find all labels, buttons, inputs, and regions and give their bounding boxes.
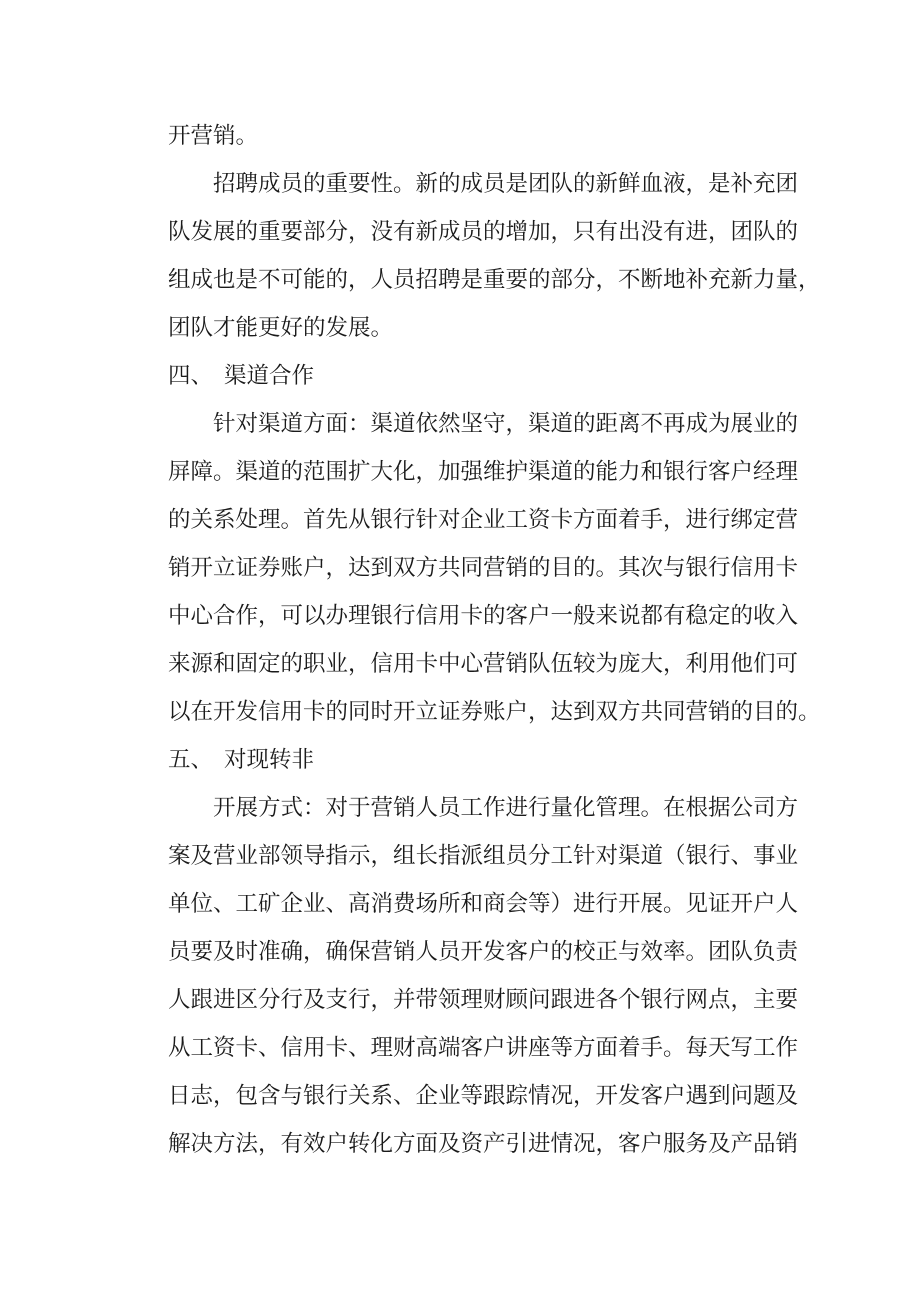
text-line: 销开立证券账户，达到双方共同营销的目的。其次与银行信用卡	[168, 555, 799, 581]
text-line: 从工资卡、信用卡、理财高端客户讲座等方面着手。每天写工作	[168, 1035, 799, 1061]
text-line: 案及营业部领导指示，组长指派组员分工针对渠道（银行、事业	[168, 843, 799, 869]
text-line: 单位、工矿企业、高消费场所和商会等）进行开展。见证开户人	[168, 891, 799, 917]
document-body	[168, 112, 821, 1168]
text-line: 以在开发信用卡的同时开立证券账户，达到双方共同营销的目的。	[168, 699, 821, 725]
text-line: 中心合作，可以办理银行信用卡的客户一般来说都有稳定的收入	[168, 603, 799, 629]
section-number: 四、	[168, 363, 214, 389]
text-line: 开营销。	[168, 123, 259, 149]
section-title: 渠道合作	[224, 363, 315, 389]
text-line: 解决方法，有效户转化方面及资产引进情况，客户服务及产品销	[168, 1131, 799, 1157]
section-heading	[168, 352, 788, 400]
paragraph-first-line: 开展方式：对于营销人员工作进行量化管理。在根据公司方	[213, 795, 799, 821]
section-title: 对现转非	[224, 747, 315, 773]
text-line: 团队才能更好的发展。	[168, 315, 394, 341]
text-line: 屏障。渠道的范围扩大化，加强维护渠道的能力和银行客户经理	[168, 459, 799, 485]
paragraph-first-line: 招聘成员的重要性。新的成员是团队的新鲜血液，是补充团	[213, 171, 799, 197]
section-number: 五、	[168, 747, 214, 773]
text-line: 的关系处理。首先从银行针对企业工资卡方面着手，进行绑定营	[168, 507, 799, 533]
paragraph-first-line: 针对渠道方面：渠道依然坚守，渠道的距离不再成为展业的	[213, 411, 799, 437]
text-line: 来源和固定的职业，信用卡中心营销队伍较为庞大，利用他们可	[168, 651, 799, 677]
text-line: 日志，包含与银行关系、企业等跟踪情况，开发客户遇到问题及	[168, 1083, 799, 1109]
section-heading	[168, 736, 788, 784]
text-line: 人跟进区分行及支行，并带领理财顾问跟进各个银行网点，主要	[168, 987, 799, 1013]
text-line: 组成也是不可能的，人员招聘是重要的部分，不断地补充新力量，	[168, 267, 821, 293]
text-line: 队发展的重要部分，没有新成员的增加，只有出没有进，团队的	[168, 219, 799, 245]
text-line: 员要及时准确，确保营销人员开发客户的校正与效率。团队负责	[168, 939, 799, 965]
